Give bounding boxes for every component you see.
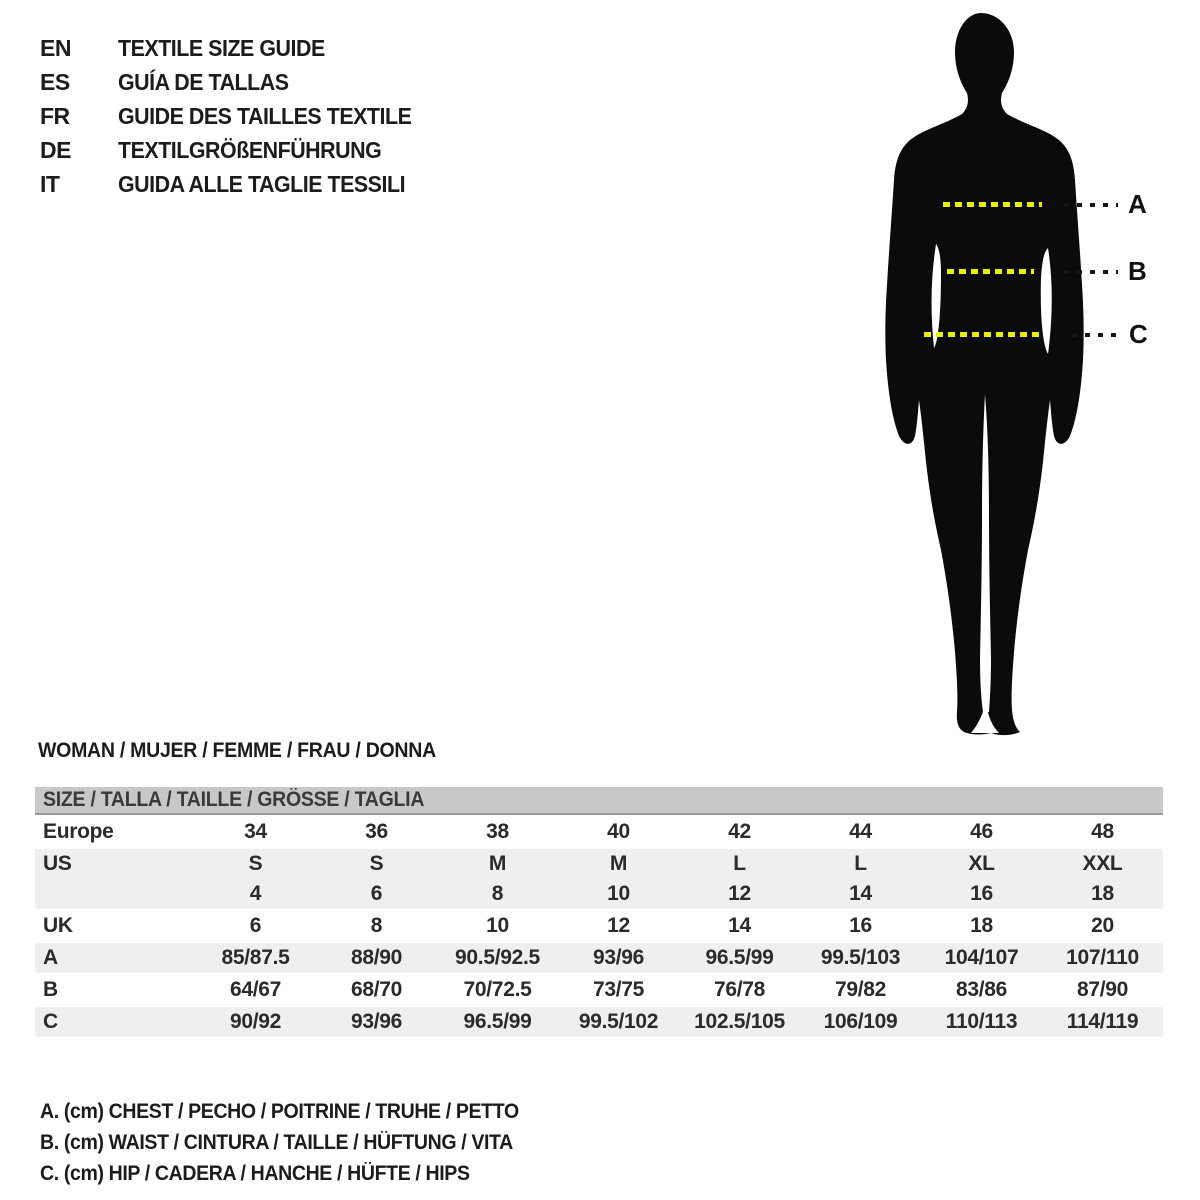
size-cell: 73/75 xyxy=(558,973,679,1005)
language-title: TEXTILGRÖßENFÜHRUNG xyxy=(118,136,382,163)
legend-text: A. (cm) CHEST / PECHO / POITRINE / TRUHE / PETTO xyxy=(40,1100,519,1123)
size-cell: 102.5/105 xyxy=(679,1005,800,1037)
size-cell: 76/78 xyxy=(679,973,800,1005)
size-cell: 96.5/99 xyxy=(679,941,800,973)
hip-line-yellow xyxy=(924,332,1044,337)
size-cell: 36 xyxy=(316,815,437,847)
size-cell: 114/119 xyxy=(1042,1005,1163,1037)
size-table xyxy=(35,787,1163,1037)
size-cell: 99.5/103 xyxy=(800,941,921,973)
table-row xyxy=(35,815,1163,847)
size-table-header-text: SIZE / TALLA / TAILLE / GRÖSSE / TAGLIA xyxy=(43,788,425,811)
measure-label-a: A xyxy=(1128,189,1147,219)
size-cell: 96.5/99 xyxy=(437,1005,558,1037)
size-cell: 20 xyxy=(1042,909,1163,941)
hip-line-dotted xyxy=(1072,333,1118,337)
table-row xyxy=(35,847,1163,879)
waist-line-yellow xyxy=(947,269,1034,274)
size-cell: 87/90 xyxy=(1042,973,1163,1005)
size-cell: 64/67 xyxy=(195,973,316,1005)
size-table-header xyxy=(35,787,1163,815)
table-row xyxy=(35,1005,1163,1037)
row-label: UK xyxy=(35,909,195,941)
size-cell: 16 xyxy=(921,879,1042,909)
table-row xyxy=(35,941,1163,973)
legend-text: B. (cm) WAIST / CINTURA / TAILLE / HÜFTUNG / VITA xyxy=(40,1131,513,1154)
size-cell: 18 xyxy=(921,909,1042,941)
section-title-text: WOMAN / MUJER / FEMME / FRAU / DONNA xyxy=(38,739,436,762)
size-cell: 12 xyxy=(679,879,800,909)
size-cell: 16 xyxy=(800,909,921,941)
size-cell: 110/113 xyxy=(921,1005,1042,1037)
measurement-legend xyxy=(40,1096,555,1189)
size-cell: 79/82 xyxy=(800,973,921,1005)
language-title: GUIDA ALLE TAGLIE TESSILI xyxy=(118,170,406,197)
language-title: GUÍA DE TALLAS xyxy=(118,68,289,95)
size-cell: M xyxy=(437,847,558,879)
language-title: GUIDE DES TAILLES TEXTILE xyxy=(118,102,412,129)
size-cell: 6 xyxy=(316,879,437,909)
size-cell: 46 xyxy=(921,815,1042,847)
language-title: TEXTILE SIZE GUIDE xyxy=(118,34,325,61)
waist-line-dotted xyxy=(1064,270,1118,274)
size-cell: XXL xyxy=(1042,847,1163,879)
size-cell: 93/96 xyxy=(558,941,679,973)
language-code: DE xyxy=(40,136,71,163)
size-cell: L xyxy=(800,847,921,879)
row-label xyxy=(35,879,195,909)
chest-line-dotted xyxy=(1064,203,1118,207)
legend-line xyxy=(40,1096,555,1127)
size-cell: 93/96 xyxy=(316,1005,437,1037)
row-label: A xyxy=(35,941,195,973)
legend-line xyxy=(40,1127,555,1158)
size-cell: 8 xyxy=(437,879,558,909)
table-row xyxy=(35,909,1163,941)
size-cell: 99.5/102 xyxy=(558,1005,679,1037)
size-cell: 12 xyxy=(558,909,679,941)
size-cell: 6 xyxy=(195,909,316,941)
size-cell: 10 xyxy=(437,909,558,941)
size-cell: 104/107 xyxy=(921,941,1042,973)
size-cell: 68/70 xyxy=(316,973,437,1005)
section-title xyxy=(38,739,466,763)
table-row xyxy=(35,973,1163,1005)
row-label: B xyxy=(35,973,195,1005)
size-cell: 70/72.5 xyxy=(437,973,558,1005)
size-cell: 90/92 xyxy=(195,1005,316,1037)
size-cell: 107/110 xyxy=(1042,941,1163,973)
measure-label-c: C xyxy=(1129,319,1148,349)
size-cell: S xyxy=(316,847,437,879)
size-table-body xyxy=(35,815,1163,1037)
language-code: ES xyxy=(40,68,70,95)
size-cell: 85/87.5 xyxy=(195,941,316,973)
language-code: IT xyxy=(40,170,60,197)
size-cell: 42 xyxy=(679,815,800,847)
table-row xyxy=(35,879,1163,909)
size-cell: 18 xyxy=(1042,879,1163,909)
woman-silhouette-icon xyxy=(870,0,1090,740)
size-cell: 8 xyxy=(316,909,437,941)
row-label: C xyxy=(35,1005,195,1037)
size-cell: 44 xyxy=(800,815,921,847)
size-cell: 38 xyxy=(437,815,558,847)
size-cell: 34 xyxy=(195,815,316,847)
legend-line xyxy=(40,1158,555,1189)
language-code: EN xyxy=(40,34,71,61)
size-cell: 106/109 xyxy=(800,1005,921,1037)
chest-line-yellow xyxy=(943,202,1042,207)
size-cell: 10 xyxy=(558,879,679,909)
size-table-grid xyxy=(35,815,1163,1037)
size-cell: 40 xyxy=(558,815,679,847)
size-cell: 14 xyxy=(800,879,921,909)
size-cell: M xyxy=(558,847,679,879)
measure-label-b: B xyxy=(1128,256,1147,286)
size-cell: 4 xyxy=(195,879,316,909)
legend-text: C. (cm) HIP / CADERA / HANCHE / HÜFTE / HIPS xyxy=(40,1162,470,1185)
size-cell: XL xyxy=(921,847,1042,879)
size-cell: 83/86 xyxy=(921,973,1042,1005)
language-code: FR xyxy=(40,102,70,129)
row-label: US xyxy=(35,847,195,879)
size-cell: S xyxy=(195,847,316,879)
size-cell: 90.5/92.5 xyxy=(437,941,558,973)
size-cell: 88/90 xyxy=(316,941,437,973)
size-cell: 48 xyxy=(1042,815,1163,847)
size-cell: L xyxy=(679,847,800,879)
size-cell: 14 xyxy=(679,909,800,941)
row-label: Europe xyxy=(35,815,195,847)
